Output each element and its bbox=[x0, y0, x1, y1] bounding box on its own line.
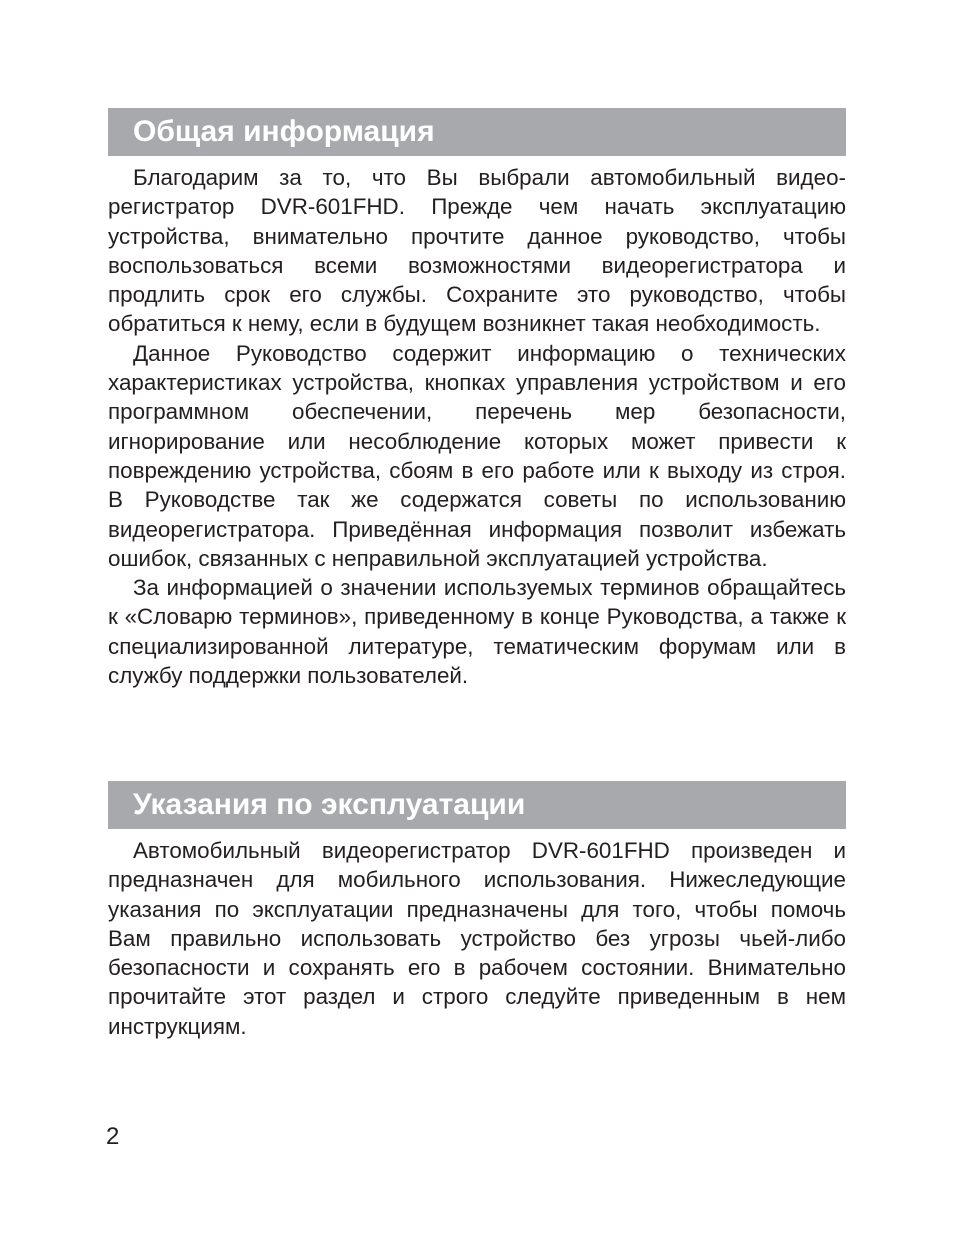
section-header-general-info bbox=[108, 108, 846, 156]
section-body-general-info bbox=[108, 163, 846, 690]
paragraph: За информацией о значении используемых терминов обращайтесь к «Словарю терминов», приведенному в конце Руководства, а также к специализированной литературе, тематическим форумам или в службу поддержки пользователей. bbox=[108, 575, 846, 689]
paragraph: Автомобильный видеорегистратор DVR-601FHD произведен и предназначен для мобильного использования. Нижеследующие указания по эксплуатации предназначены для того, чтобы помочь Вам правильно использовать устройство без угрозы чьей-либо безопасности и сохранять его в рабочем состоянии. Внимательно прочитайте этот раздел и строго следуйте приведенным в нем инструкциям. bbox=[108, 838, 846, 1039]
paragraph: Благодарим за то, что Вы выбрали автомобильный видеорегистратор DVR-601FHD. Прежде чем начать эксплуатацию устройства, внимательно прочтите данное руководство, чтобы воспользоваться всеми возможностями видеорегистратора и продлить срок его службы. Сохраните это руководство, чтобы обратиться к нему, если в будущем возникнет такая необходимость. bbox=[108, 165, 846, 337]
paragraph: Данное Руководство содержит информацию о технических характеристиках устройства, кнопках управления устройством и его программном обеспечении, перечень мер безопасности, игнорирование или несоблюдение которых может привести к повреждению устройства, сбоям в его работе или к выходу из строя. В Руководстве так же содержатся советы по использованию видеорегистратора. Приведённая информация позволит избежать ошибок, связанных с неправильной эксплуатацией устройства. bbox=[108, 340, 846, 571]
section-header-usage-instructions bbox=[108, 781, 846, 829]
section-body-usage-instructions bbox=[108, 836, 846, 1041]
section-title: Общая информация bbox=[133, 115, 435, 148]
section-title: Указания по эксплуатации bbox=[133, 788, 526, 821]
page-number: 2 bbox=[106, 1123, 120, 1150]
